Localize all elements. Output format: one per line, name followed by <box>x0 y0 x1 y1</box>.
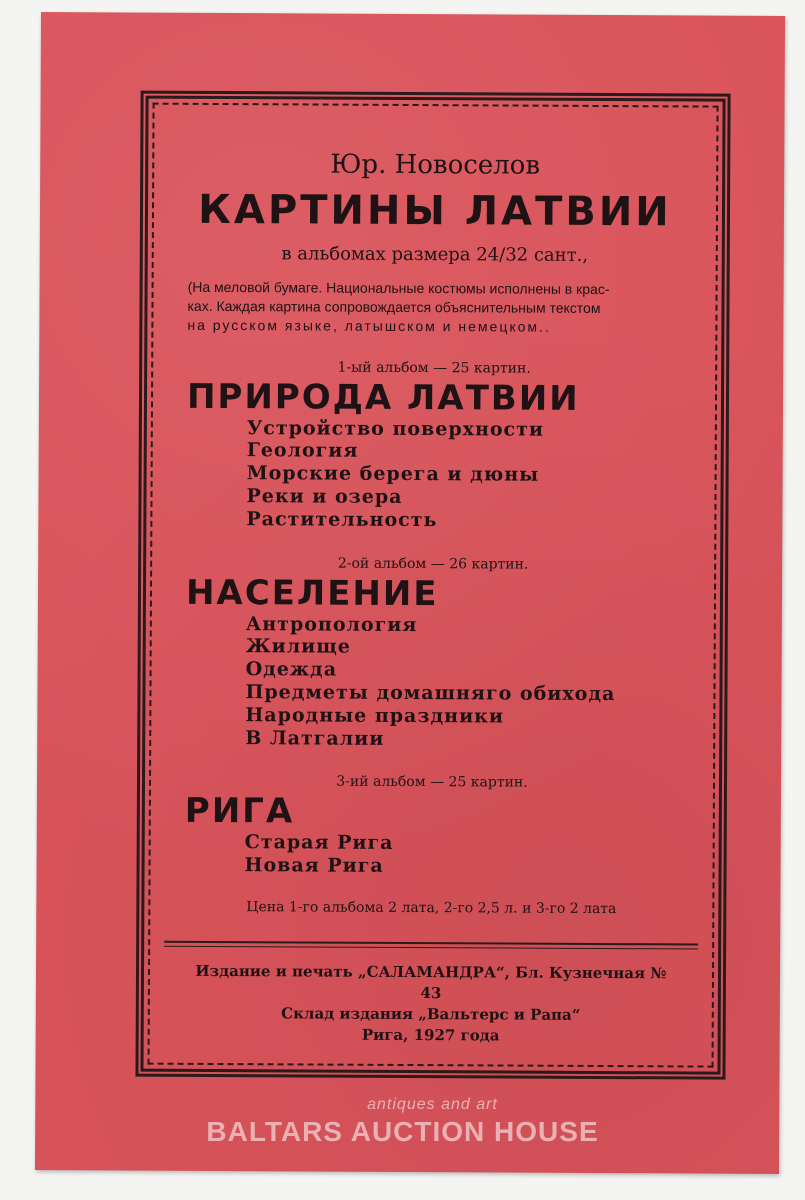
edition-note <box>187 278 681 337</box>
imprint <box>184 961 678 1048</box>
list-item: Жилище <box>245 635 351 659</box>
list-item: Народные праздники <box>245 703 505 728</box>
album-3-items <box>245 832 679 880</box>
list-item: Морские берега и дюны <box>246 462 540 486</box>
album-1-title: ПРИРОДА ЛАТВИИ <box>186 376 580 419</box>
album-2-title: НАСЕЛЕНИЕ <box>185 572 439 614</box>
list-item: Растительность <box>246 508 438 532</box>
album-1-count: 1-ый альбом — 25 картин. <box>337 359 531 377</box>
list-item: Устройство поверхности <box>246 416 545 441</box>
album-3-count: 3-ий альбом — 25 картин. <box>336 774 528 792</box>
ornamental-frame <box>135 91 730 1080</box>
watermark-tagline: antiques and art <box>367 1096 498 1113</box>
divider <box>164 941 698 950</box>
note-line: (На меловой бумаге. Национальные костюмы исполнены в крас- <box>187 278 610 298</box>
album-1-items <box>246 417 681 533</box>
cover-content <box>184 149 683 1048</box>
list-item: В Латгалии <box>245 726 385 750</box>
list-item: Новая Рига <box>244 854 384 878</box>
book-cover <box>35 12 785 1174</box>
album-3-title: РИГА <box>184 791 295 832</box>
cover-subtitle: в альбомах размера 24/32 сант., <box>281 243 589 266</box>
auction-watermark <box>0 1096 805 1148</box>
album-2-count: 2-ой альбом — 26 картин. <box>337 555 529 573</box>
watermark-name: BALTARS AUCTION HOUSE <box>206 1116 599 1147</box>
imprint-line: Склад издания „Вальтерс и Рапа“ <box>281 1004 581 1024</box>
note-line: на русском языке, латышском и немецком.. <box>187 316 551 335</box>
imprint-line: Рига, 1927 года <box>361 1025 500 1045</box>
imprint-line: Издание и печать „САЛАМАНДРА“, Бл. Кузнечная № 43 <box>195 961 667 1003</box>
price-line: Цена 1-го альбома 2 лата, 2-го 2,5 л. и 3-го 2 лата <box>246 899 617 918</box>
list-item: Предметы домашняго обихода <box>245 681 616 706</box>
list-item: Реки и озера <box>246 485 403 509</box>
list-item: Одежда <box>245 658 338 681</box>
list-item: Старая Рига <box>244 831 394 855</box>
cover-title: КАРТИНЫ ЛАТВИИ <box>198 186 672 236</box>
list-item: Геология <box>246 439 359 463</box>
note-line: ках. Каждая картина сопровождается объяснительным текстом <box>187 297 601 316</box>
album-2-items <box>245 613 680 752</box>
list-item: Антропология <box>245 612 418 636</box>
author-name: Юр. Новоселов <box>330 149 541 181</box>
